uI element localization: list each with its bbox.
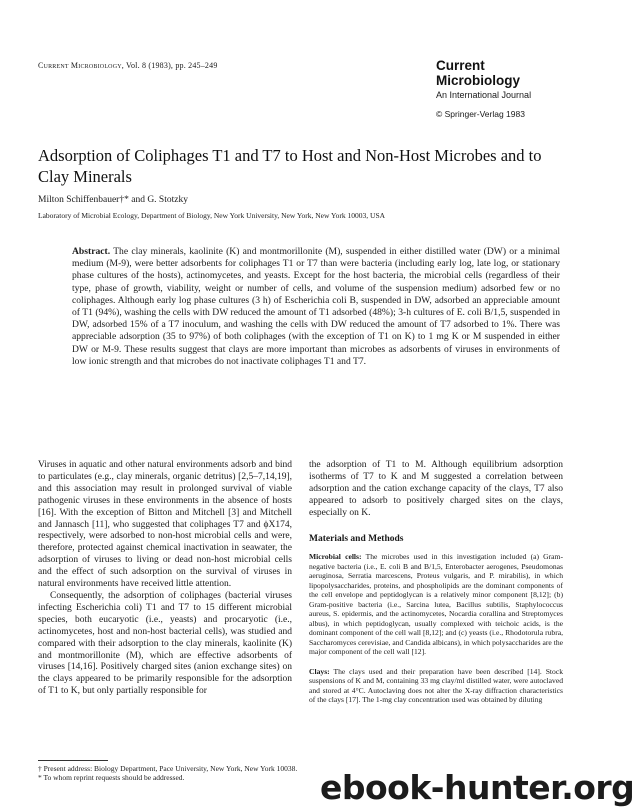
methods-microbial-cells: [309, 552, 563, 657]
abstract: [72, 246, 560, 368]
methods-clays: [309, 667, 563, 705]
microbial-cells-text: The microbes used in this investigation included (a) Gram-negative bacteria (i.e., E. coli B and B/1,5, Enterobacter aerogenes, Pseudomonas aeruginosa, Serratia marcescens, Proteus vulgaris, and P. mirabilis), in which lipopolysaccharides, proteins, and phospholipids are the dominant components of the cell envelope and peptidoglycan is a relatively minor component [8,12]; (b) Gram-positive bacteria (i.e., Sarcina lutea, Bacillus subtilis, Staphylococcus aureus, S. epidermis, and the actinomycetes, Nocardia corallina and Streptomyces albus), in which peptidoglycan, usually complexed with teichoic acids, is the dominant component of the cell wall [8,12]; and (c) yeasts (i.e., Rhodotorula rubra, Saccharomyces cerevisiae, and Candida albicans), in which polysaccharides are the major component of the cell wall [12].: [309, 552, 563, 657]
footnote-reprint-requests: * To whom reprint requests should be addressed.: [38, 773, 185, 782]
abstract-label: Abstract.: [72, 246, 111, 257]
journal-brand: [436, 58, 531, 119]
abstract-text: The clay minerals, kaolinite (K) and montmorillonite (M), suspended in either distilled water (DW) or a minimal medium (M-9), were better adsorbents for coliphages T1 or T7 than were bacteria (including early log, late log, or stationary phase cultures of the hosts), actinomycetes, and yeasts. Except for the host bacteria, the microbial cells (regardless of their type, phase of growth, viability, weight or number of cells, and volume of the suspension medium) adsorbed few or no coliphages. Although early log phase cultures (3 h) of Escherichia coli B, suspended in DW, adsorbed an appreciable amount of T1 (94%), washing the cells with DW reduced the amount of T1 adsorbed (48%); 3-h cultures of E. coli B/1,5, suspended in DW, adsorbed 15% of a T7 inoculum, and washing the cells with DW reduced the amount of T7 adsorbed to 1%. There was appreciable adsorption (35 to 97%) of both coliphages (with the exception of T1 on K) to 1 mg K or M suspended in either DW or M-9. These results suggest that clays are more important than microbes as adsorbents of viruses in environments of low ionic strength and that microbes do not inactivate coliphages T1 and T7.: [72, 246, 560, 367]
copyright-notice: © Springer-Verlag 1983: [436, 109, 525, 119]
watermark-text: ebook-hunter.org: [320, 768, 634, 807]
footnote-divider: [38, 760, 108, 761]
clays-text: The clays used and their preparation have been described [14]. Stock suspensions of K and M, containing 33 mg clay/ml distilled water, were autoclaved and stored at 4°C. Autoclaving does not alter the X-ray diffraction characteristics of the clays [17]. The 1-mg clay concentration used was obtained by diluting: [309, 666, 563, 705]
microbial-cells-label: Microbial cells:: [309, 552, 362, 562]
footnote-present-address: † Present address: Biology Department, Pace University, New York, New York 10038.: [38, 764, 298, 773]
brand-name-line2: Microbiology: [436, 73, 520, 88]
body-paragraph-3: the adsorption of T1 to M. Although equilibrium adsorption isotherms of T7 to K and M suggested a correlation between adsorption and the cation exchange capacity of the clays, T7 also appeared to adsorb to positively charged sites on the clays, especially on K.: [309, 460, 563, 518]
article-affiliation: Laboratory of Microbial Ecology, Department of Biology, New York University, New York, New York 10003, USA: [38, 211, 386, 220]
brand-name-line1: Current: [436, 58, 485, 73]
footnotes: [38, 764, 297, 782]
body-column-right: [309, 460, 563, 705]
section-heading-methods: Materials and Methods: [309, 533, 404, 544]
brand-subtitle: An International Journal: [436, 90, 532, 100]
body-paragraph-1: Viruses in aquatic and other natural environments adsorb and bind to particulates (e.g., clay minerals, organic detritus) [2,5–7,14,19], and this association may result in prolonged survival of viable pathogenic viruses in these environments in the absence of hosts [16]. With the exception of Bitton and Mitchell [3] and Mitchell and Jannasch [11], who suggested that coliphages T7 and ϕX174, respectively, were adsorbed to non-host microbial cells and were, therefore, protected against chemical inactivation in seawater, the adsorption of viruses to living or dead non-host microbial cells and the effect of such adsorption on the survival of viruses in natural environments have received little attention.: [38, 460, 292, 590]
clays-label: Clays:: [309, 666, 330, 676]
journal-volume-pages: , Vol. 8 (1983), pp. 245–249: [121, 61, 218, 70]
journal-name: Current Microbiology: [38, 61, 122, 70]
journal-reference: [38, 61, 218, 70]
body-paragraph-2: Consequently, the adsorption of coliphages (bacterial viruses infecting Escherichia coli) T1 and T7 to 15 different microbial species, both eucaryotic (i.e., yeasts) and procaryotic (i.e., actinomycetes, host and non-host bacterial cells), was studied and compared with their adsorption to the clay minerals, kaolinite (K) and montmorillonite (M), which are effective adsorbents of viruses [14,16]. Positively charged sites (anion exchange sites) on the clays appeared to be primarily responsible for the adsorption of T1 to K, but only partially responsible for: [38, 590, 292, 697]
body-column-left: [38, 460, 292, 698]
article-title: Adsorption of Coliphages T1 and T7 to Host and Non-Host Microbes and to Clay Minerals: [38, 146, 542, 186]
article-authors: Milton Schiffenbauer†* and G. Stotzky: [38, 195, 188, 205]
